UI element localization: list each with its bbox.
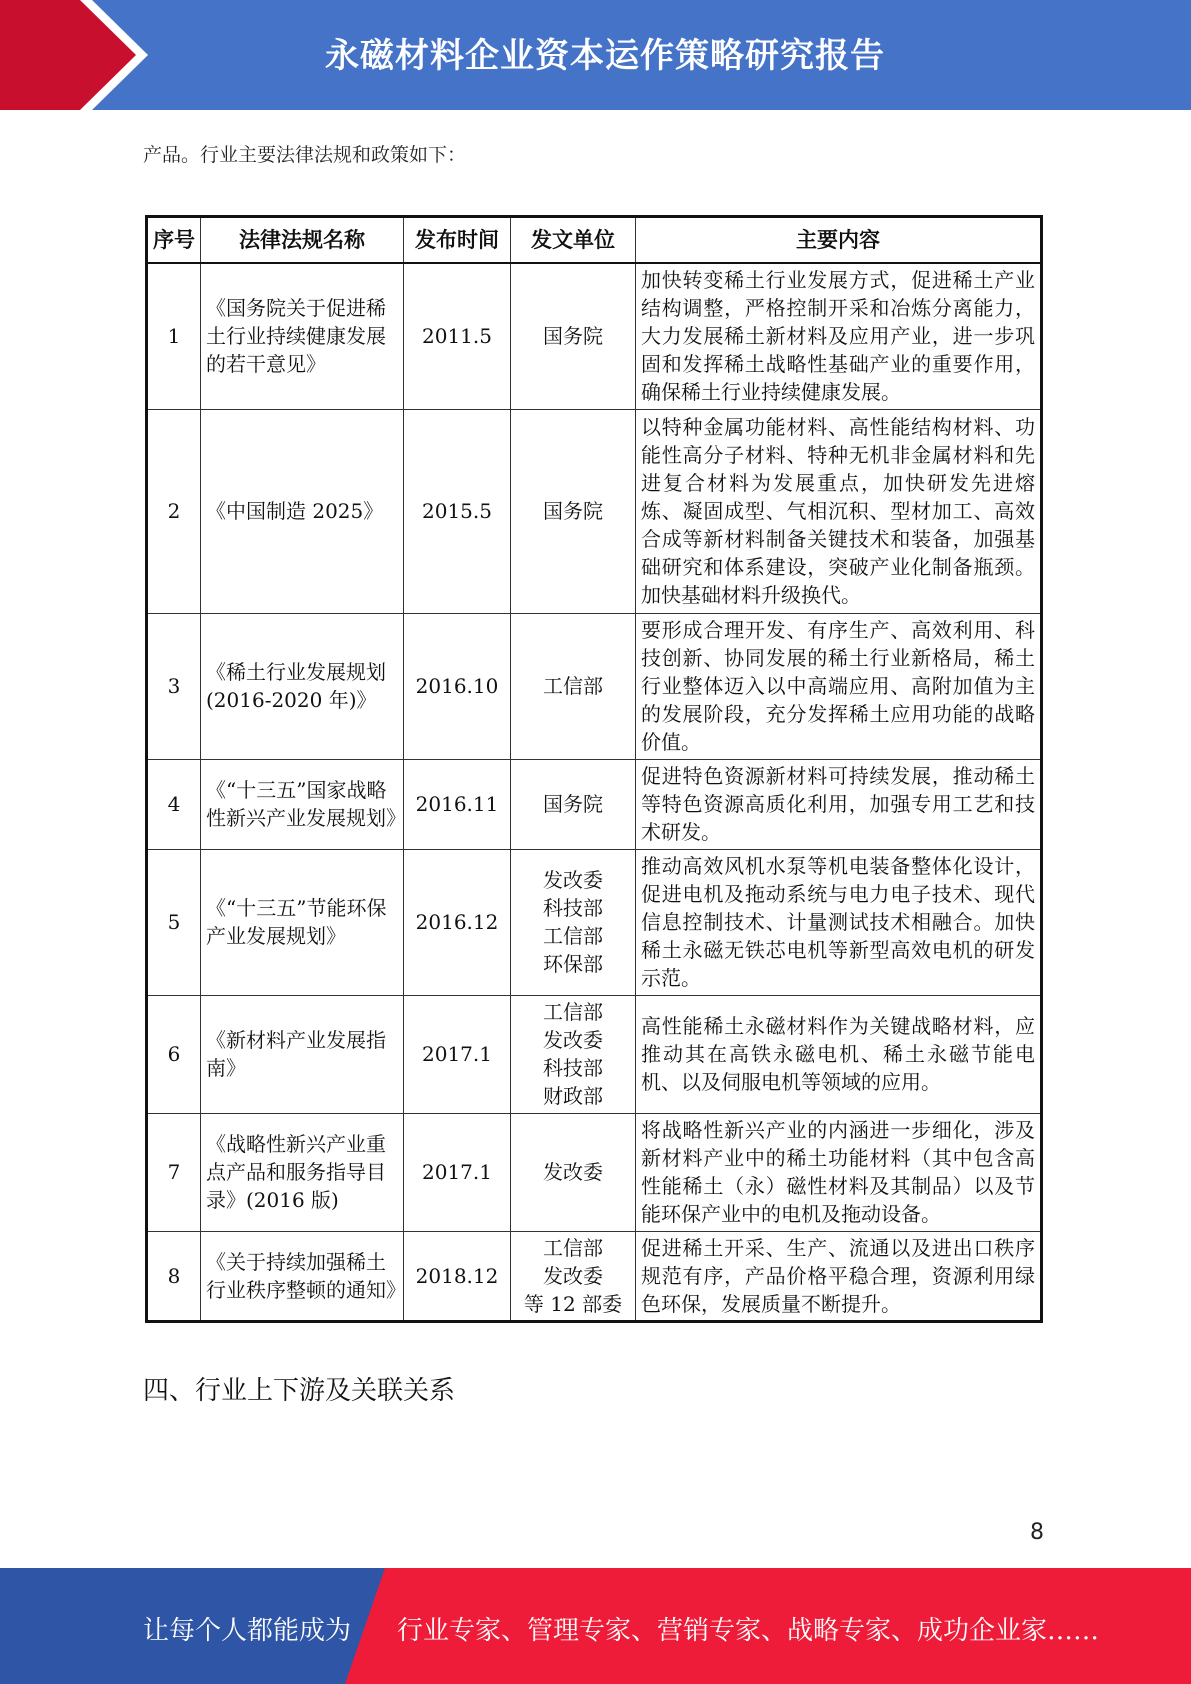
law-name: 《战略性新兴产业重点产品和服务指导目录》(2016 版) <box>201 1113 404 1231</box>
issuing-unit: 国务院 <box>543 792 603 816</box>
publish-date: 2017.1 <box>404 1113 511 1231</box>
law-name: 《稀土行业发展规划(2016-2020 年)》 <box>201 613 404 759</box>
row-number: 5 <box>147 849 201 995</box>
issuing-unit: 工信部 <box>543 1000 603 1024</box>
issuing-units <box>511 849 636 995</box>
row-number: 2 <box>147 409 201 613</box>
issuing-unit: 国务院 <box>543 324 603 349</box>
section-heading: 四、行业上下游及关联关系 <box>143 1376 456 1406</box>
law-name: 《中国制造 2025》 <box>201 409 404 613</box>
publish-date: 2016.10 <box>404 613 511 759</box>
table-row <box>147 263 1042 409</box>
header-no: 序号 <box>147 217 201 264</box>
row-number: 8 <box>147 1231 201 1321</box>
page-header <box>0 0 1191 110</box>
table-row <box>147 1113 1042 1231</box>
issuing-unit: 财政部 <box>543 1084 603 1108</box>
report-title: 永磁材料企业资本运作策略研究报告 <box>325 36 885 76</box>
table-row <box>147 849 1042 995</box>
issuing-unit: 发改委 <box>543 1028 603 1052</box>
law-name: 《关于持续加强稀土行业秩序整顿的通知》 <box>201 1231 404 1321</box>
issuing-units <box>511 1113 636 1231</box>
issuing-units <box>511 613 636 759</box>
publish-date: 2018.12 <box>404 1231 511 1321</box>
issuing-unit: 环保部 <box>543 952 603 976</box>
issuing-units <box>511 1231 636 1321</box>
issuing-unit: 工信部 <box>543 924 603 948</box>
header-unit: 发文单位 <box>511 217 636 264</box>
main-content: 推动高效风机水泵等机电装备整体化设计，促进电机及拖动系统与电力电子技术、现代信息控制技术、计量测试技术相融合。加快稀土永磁无铁芯电机等新型高效电机的研发示范。 <box>636 849 1042 995</box>
header-name: 法律法规名称 <box>201 217 404 264</box>
main-content: 以特种金属功能材料、高性能结构材料、功能性高分子材料、特种无机非金属材料和先进复合材料为发展重点，加快研发先进熔炼、凝固成型、气相沉积、型材加工、高效合成等新材料制备关键技术和装备，加强基础研究和体系建设，突破产业化制备瓶颈。加快基础材料升级换代。 <box>636 409 1042 613</box>
main-content: 要形成合理开发、有序生产、高效利用、科技创新、协同发展的稀土行业新格局，稀土行业整体迈入以中高端应用、高附加值为主的发展阶段，充分发挥稀土应用功能的战略价值。 <box>636 613 1042 759</box>
table-row <box>147 759 1042 849</box>
law-name: 《国务院关于促进稀土行业持续健康发展的若干意见》 <box>201 263 404 409</box>
law-name: 《新材料产业发展指南》 <box>201 995 404 1113</box>
issuing-unit: 国务院 <box>543 499 603 523</box>
footer-slogan-right: 行业专家、管理专家、营销专家、战略专家、成功企业家…… <box>397 1616 1100 1646</box>
main-content: 加快转变稀土行业发展方式，促进稀土产业结构调整，严格控制开采和冶炼分离能力，大力发展稀土新材料及应用产业，进一步巩固和发挥稀土战略性基础产业的重要作用，确保稀土行业持续健康发展。 <box>636 263 1042 409</box>
publish-date: 2016.11 <box>404 759 511 849</box>
issuing-unit: 科技部 <box>543 896 603 920</box>
issuing-unit: 工信部 <box>543 674 603 698</box>
law-name: 《“十三五”国家战略性新兴产业发展规划》 <box>201 759 404 849</box>
main-content: 促进稀土开采、生产、流通以及进出口秩序规范有序，产品价格平稳合理，资源利用绿色环保，发展质量不断提升。 <box>636 1231 1042 1321</box>
header-content: 主要内容 <box>636 217 1042 264</box>
main-content: 促进特色资源新材料可持续发展，推动稀土等特色资源高质化利用，加强专用工艺和技术研发。 <box>636 759 1042 849</box>
issuing-units <box>511 263 636 409</box>
law-name: 《“十三五”节能环保产业发展规划》 <box>201 849 404 995</box>
issuing-unit: 等 12 部委 <box>523 1291 623 1316</box>
issuing-unit: 科技部 <box>543 1056 603 1080</box>
issuing-units <box>511 995 636 1113</box>
issuing-unit: 发改委 <box>543 868 603 892</box>
table-body <box>147 263 1042 1321</box>
page-footer <box>0 1568 1191 1684</box>
table-header-row <box>147 217 1042 264</box>
issuing-units <box>511 759 636 849</box>
table-row <box>147 409 1042 613</box>
policy-table <box>145 215 1043 1323</box>
publish-date: 2016.12 <box>404 849 511 995</box>
footer-slogan-left: 让每个人都能成为 <box>143 1616 352 1646</box>
row-number: 7 <box>147 1113 201 1231</box>
table-row <box>147 1231 1042 1321</box>
row-number: 3 <box>147 613 201 759</box>
issuing-unit: 发改委 <box>543 1263 603 1288</box>
table-row <box>147 995 1042 1113</box>
main-content: 将战略性新兴产业的内涵进一步细化，涉及新材料产业中的稀土功能材料（其中包含高性能稀土（永）磁性材料及其制品）以及节能环保产业中的电机及拖动设备。 <box>636 1113 1042 1231</box>
publish-date: 2011.5 <box>404 263 511 409</box>
issuing-unit: 工信部 <box>543 1235 603 1260</box>
issuing-unit: 发改委 <box>543 1160 603 1184</box>
row-number: 4 <box>147 759 201 849</box>
row-number: 1 <box>147 263 201 409</box>
header-date: 发布时间 <box>404 217 511 264</box>
issuing-units <box>511 409 636 613</box>
header-red-chevron <box>0 0 150 110</box>
main-content: 高性能稀土永磁材料作为关键战略材料，应推动其在高铁永磁电机、稀土永磁节能电机、以及伺服电机等领域的应用。 <box>636 995 1042 1113</box>
row-number: 6 <box>147 995 201 1113</box>
intro-text: 产品。行业主要法律法规和政策如下： <box>143 144 467 166</box>
publish-date: 2017.1 <box>404 995 511 1113</box>
table-row <box>147 613 1042 759</box>
publish-date: 2015.5 <box>404 409 511 613</box>
page-number: 8 <box>1030 1520 1044 1545</box>
